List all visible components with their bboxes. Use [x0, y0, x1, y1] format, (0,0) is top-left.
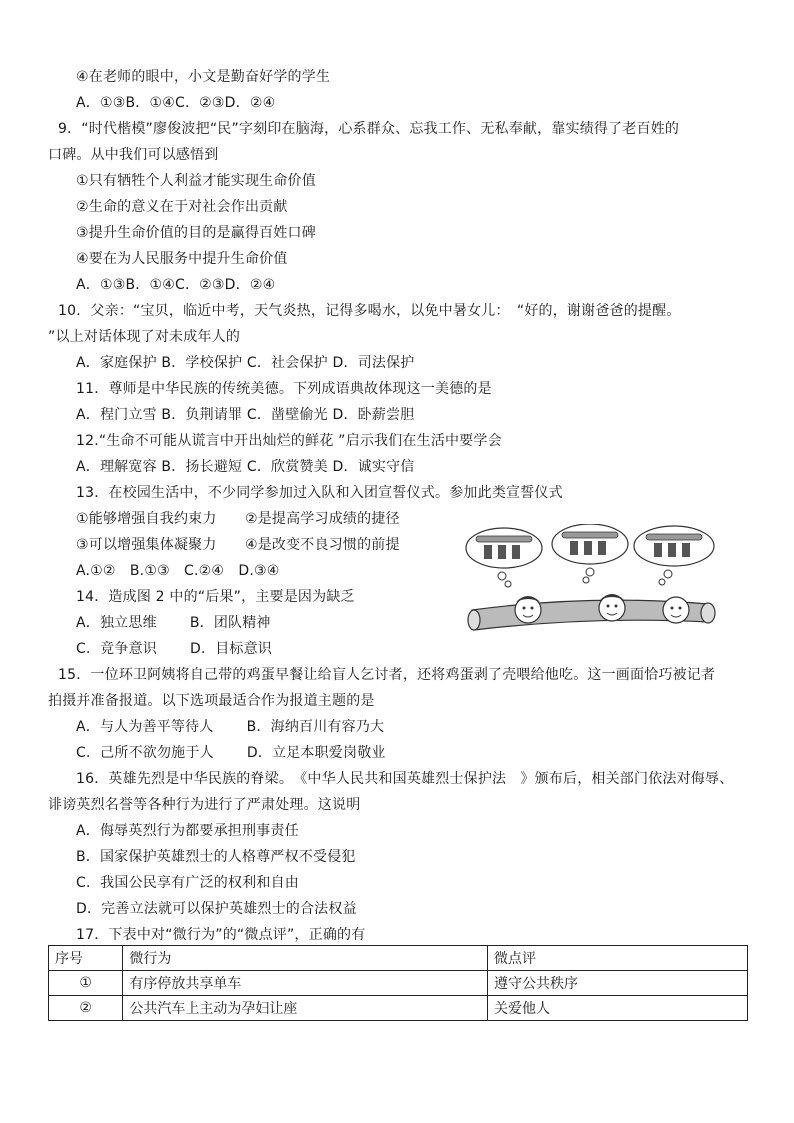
q10-stem-line-2: ”以上对话体现了对未成年人的: [48, 329, 241, 345]
q15-choices-1: A．与人为善平等待人 B．海纳百川有容乃大: [76, 719, 385, 735]
table-cell: 公共汽车上主动为孕妇让座: [123, 996, 488, 1021]
q12-stem: 12.“生命不可能从谎言中开出灿烂的鲜花 ”启示我们在生活中要学会: [76, 433, 502, 449]
q14-stem: 14．造成图 2 中的“后果”，主要是因为缺乏: [76, 589, 355, 605]
q9-option-1: ①只有牺牲个人利益才能实现生命价值: [76, 173, 316, 189]
micro-behavior-table: [48, 945, 748, 1021]
table-header-cell: 序号: [49, 946, 123, 971]
q12-choices: A．理解宽容 B．扬长避短 C．欣赏赞美 D．诚实守信: [76, 459, 415, 475]
q9-choices: A．①③B．①④C．②③D．②④: [76, 277, 276, 293]
q16-option-b: B．国家保护英雄烈士的人格尊严权不受侵犯: [76, 849, 356, 865]
q17-stem: 17．下表中对“微行为”的“微点评”，正确的有: [76, 927, 366, 943]
q11-choices: A．程门立雪 B．负荆请罪 C．凿壁偷光 D．卧薪尝胆: [76, 407, 415, 423]
table-cell: 遵守公共秩序: [487, 971, 747, 996]
q10-stem-line-1: 10．父亲：“宝贝，临近中考，天气炎热，记得多喝水，以免中暑女儿： “好的，谢谢爸爸的提醒。: [58, 303, 681, 319]
table-row: [49, 971, 748, 996]
q15-choices-2: C．己所不欲勿施于人 D．立足本职爱岗敬业: [76, 745, 386, 761]
q10-choices: A．家庭保护 B．学校保护 C．社会保护 D．司法保护: [76, 355, 415, 371]
q11-stem: 11．尊师是中华民族的传统美德。下列成语典故体现这一美德的是: [76, 381, 492, 397]
q13-options-1-2: ①能够增强自我约束力 ②是提高学习成绩的捷径: [76, 511, 400, 527]
q15-stem-line-2: 拍摄并准备报道。以下选项最适合作为报道主题的是: [48, 693, 375, 709]
q16-option-c: C．我国公民享有广泛的权利和自由: [76, 875, 299, 891]
q9-option-2: ②生命的意义在于对社会作出贡献: [76, 199, 288, 215]
q14-choices-1: A．独立思维 B．团队精神: [76, 615, 271, 631]
q9-stem-line-1: 9．“时代楷模”廖俊波把“民”字刻印在脑海，心系群众、忘我工作、无私奉献，靠实绩得了老百姓的: [58, 121, 680, 137]
q9-option-4: ④要在为人民服务中提升生命价值: [76, 251, 288, 267]
q13-choices: A.①② B.①③ C.②④ D.③④: [76, 563, 280, 579]
q9-stem-line-2: 口碑。从中我们可以感悟到: [48, 147, 219, 163]
table-cell: 有序停放共享单车: [123, 971, 488, 996]
q16-option-d: D．完善立法就可以保护英雄烈士的合法权益: [76, 901, 357, 917]
table-row: [49, 996, 748, 1021]
cartoon-illustration: [462, 524, 720, 640]
q16-option-a: A．侮辱英烈行为都要承担刑事责任: [76, 823, 299, 839]
q8-choices: A．①③B．①④C．②③D．②④: [76, 95, 276, 111]
q16-stem-line-1: 16．英雄先烈是中华民族的脊梁。 《中华人民共和国英雄烈士保护法 》颁布后，相关部门依法对侮辱、: [76, 771, 734, 787]
cartoon-figure: [462, 524, 720, 640]
table-cell: ①: [49, 971, 123, 996]
q14-choices-2: C．竞争意识 D．目标意识: [76, 641, 273, 657]
q8-option-4: ④在老师的眼中，小文是勤奋好学的学生: [76, 69, 331, 85]
q16-stem-line-2: 诽谤英烈名誉等各种行为进行了严肃处理。这说明: [48, 797, 361, 813]
table-header-cell: 微行为: [123, 946, 488, 971]
table-cell: 关爱他人: [487, 996, 747, 1021]
table-header-row: [49, 946, 748, 971]
q13-stem: 13．在校园生活中，不少同学参加过入队和入团宣誓仪式。参加此类宣誓仪式: [76, 485, 563, 501]
table-cell: ②: [49, 996, 123, 1021]
q13-options-3-4: ③可以增强集体凝聚力 ④是改变不良习惯的前提: [76, 537, 400, 553]
q15-stem-line-1: 15．一位环卫阿姨将自己带的鸡蛋早餐让给盲人乞讨者，还将鸡蛋剥了壳喂给他吃。这一画面恰巧被记者: [58, 667, 716, 683]
q9-option-3: ③提升生命价值的目的是赢得百姓口碑: [76, 225, 316, 241]
table-header-cell: 微点评: [487, 946, 747, 971]
